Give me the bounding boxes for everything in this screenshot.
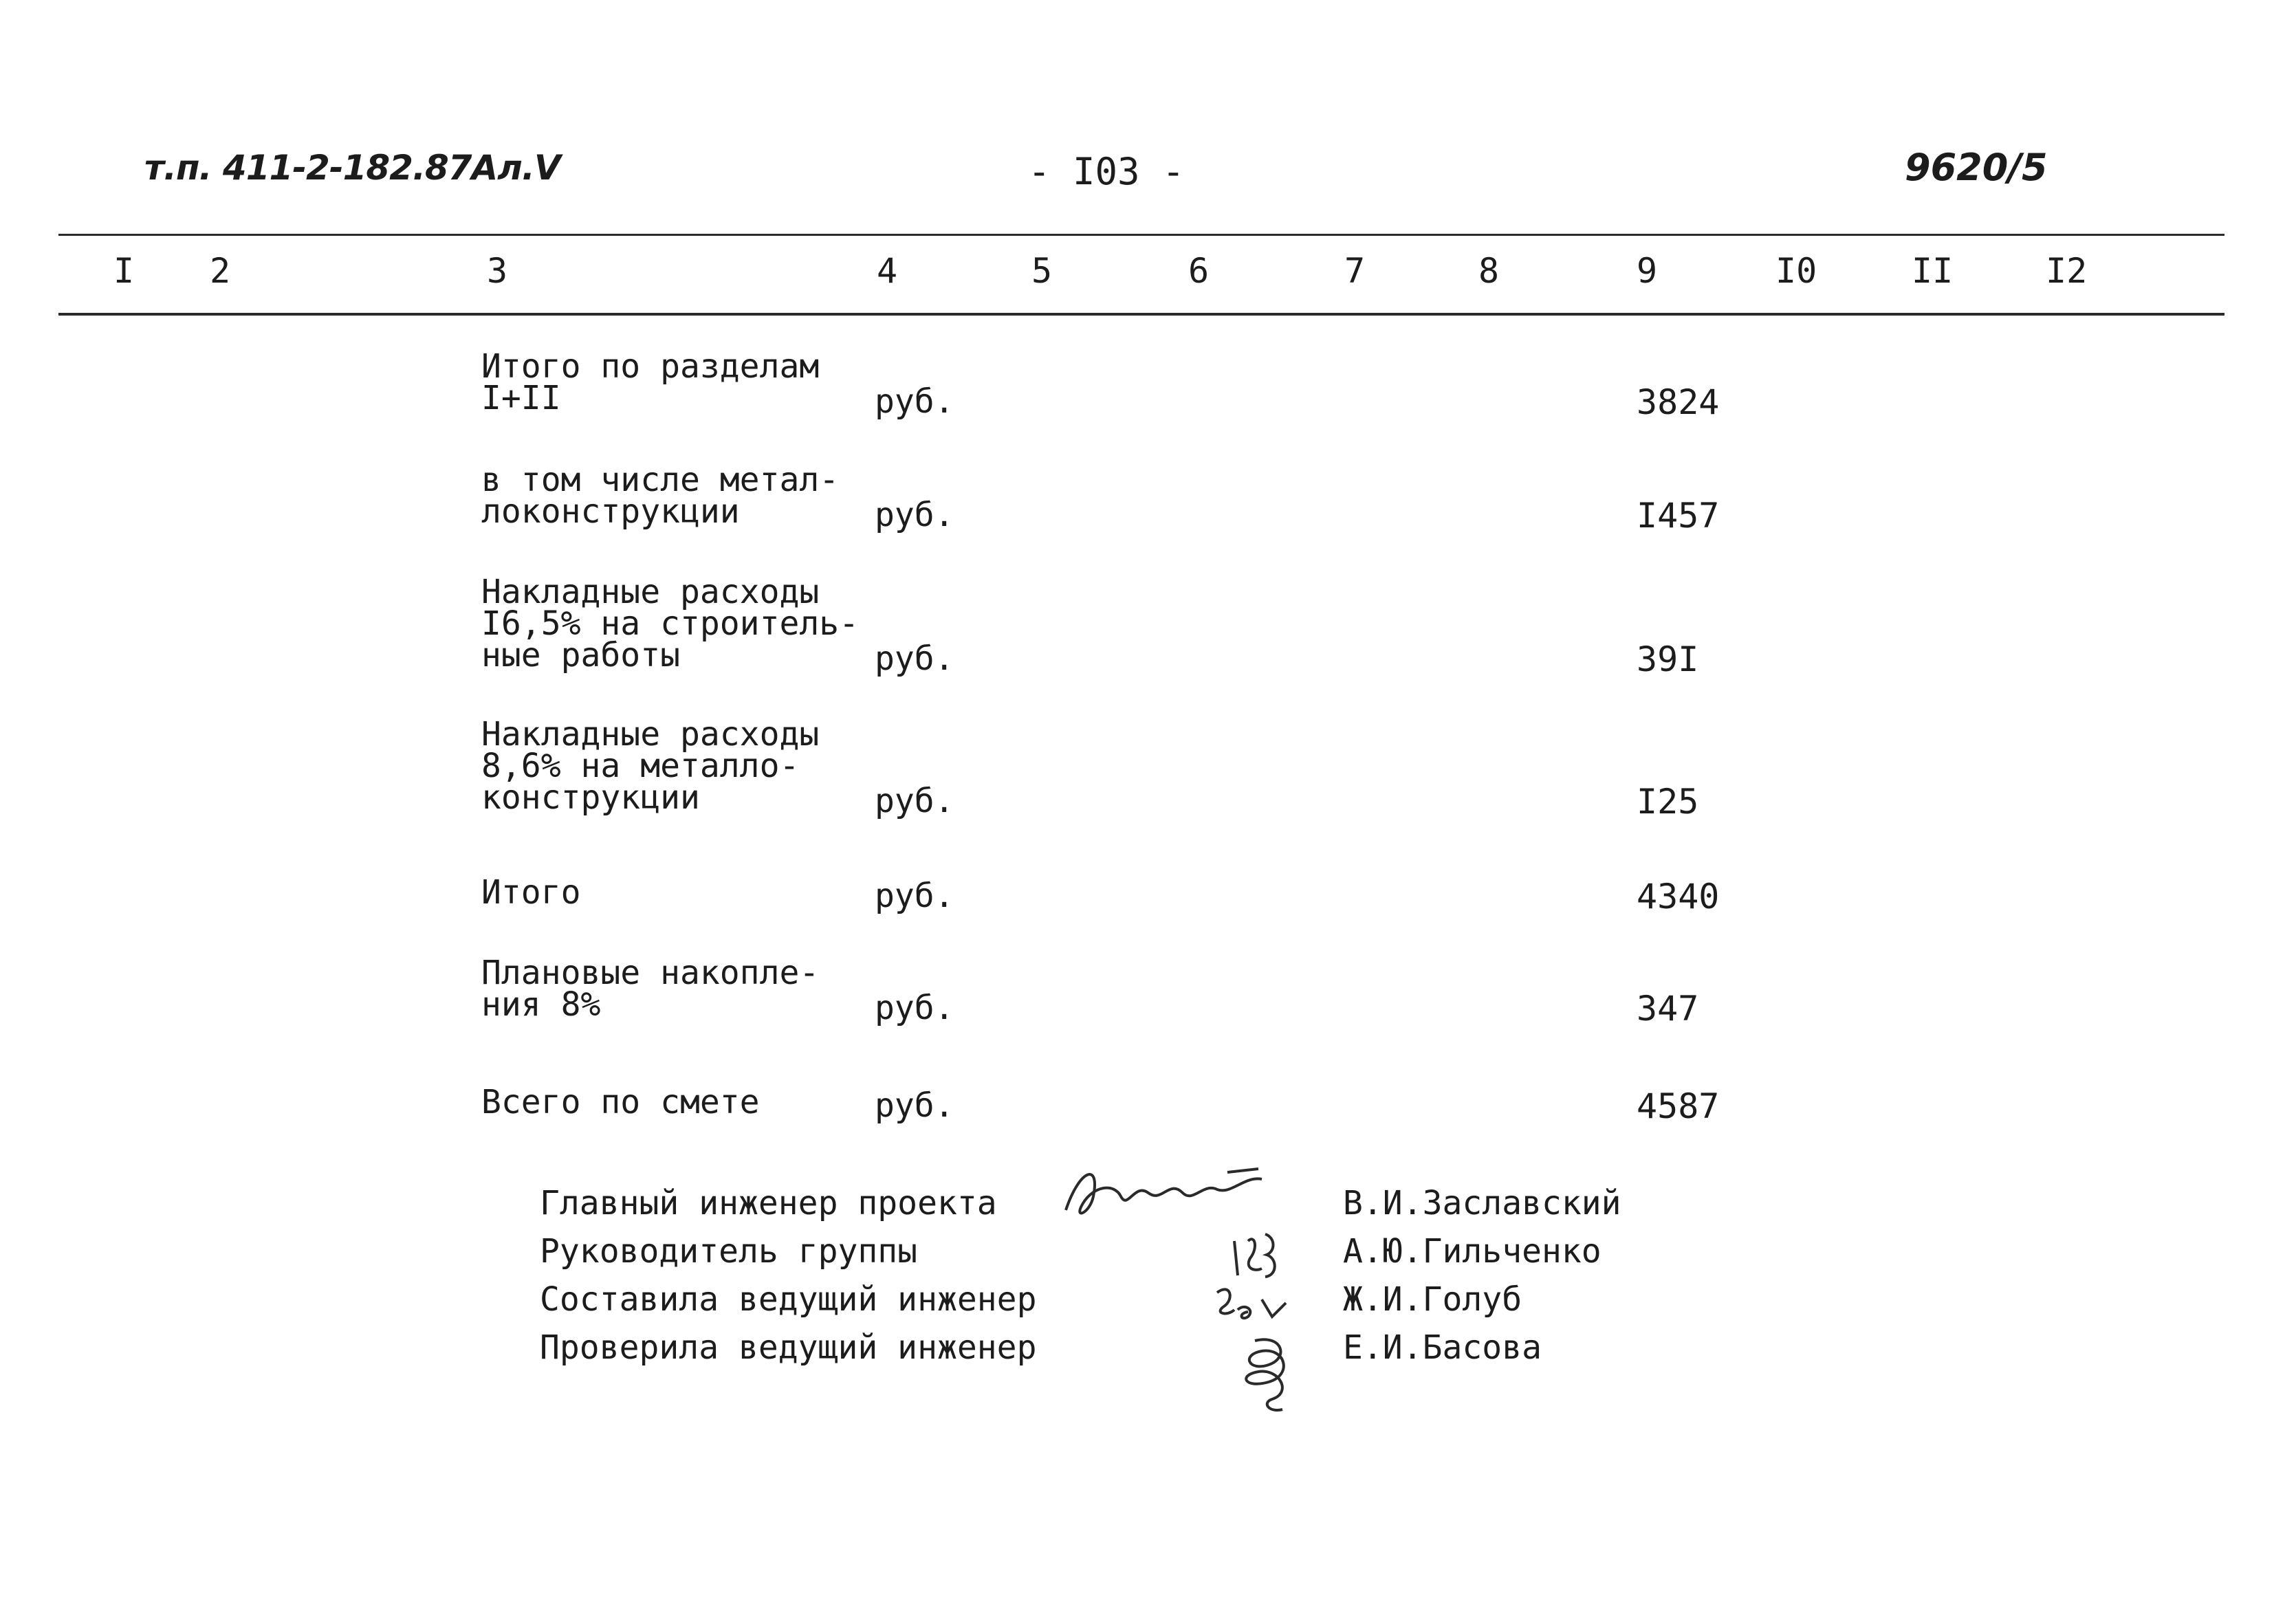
signature-name: А.Ю.Гильченко — [1343, 1232, 1601, 1271]
column-number-7: 7 — [1344, 251, 1366, 291]
handwritten-signature-chief-engineer — [1052, 1155, 1279, 1231]
column-number-12: I2 — [2046, 251, 2088, 291]
table-row-value: I457 — [1637, 496, 1720, 536]
table-row-unit: руб. — [875, 782, 954, 820]
archive-number: 9620/5 — [1905, 146, 2048, 189]
table-row-label: Накладные расходы 8,6% на металло- конструкции — [481, 715, 820, 817]
signature-name: Е.И.Басова — [1343, 1328, 1542, 1367]
header-top-rule — [58, 234, 2224, 236]
table-row-value: 39I — [1637, 639, 1699, 679]
signature-title: Главный инженер проекта — [540, 1184, 997, 1222]
table-row-unit: руб. — [875, 877, 954, 915]
signature-title: Проверила ведущий инженер — [540, 1328, 1037, 1367]
table-row-label: Итого — [481, 873, 581, 912]
handwritten-signature-group-leader — [1224, 1220, 1286, 1286]
signature-name: Ж.И.Голуб — [1343, 1280, 1522, 1319]
document-reference: т.п. 411-2-182.87Ал.V — [144, 148, 560, 188]
table-row-label: Всего по смете — [481, 1083, 760, 1121]
table-row-label: Плановые накопле- ния 8% — [481, 954, 820, 1024]
column-number-11: II — [1912, 251, 1954, 291]
table-row-value: 4340 — [1637, 877, 1720, 917]
table-row-unit: руб. — [875, 639, 954, 678]
table-row-value: 4587 — [1637, 1086, 1720, 1126]
table-row-label: Итого по разделам I+II — [481, 347, 820, 417]
column-number-6: 6 — [1188, 251, 1210, 291]
table-row-unit: руб. — [875, 1086, 954, 1125]
column-number-5: 5 — [1031, 251, 1053, 291]
table-row-unit: руб. — [875, 496, 954, 534]
signature-title: Составила ведущий инженер — [540, 1280, 1037, 1319]
signature-title: Руководитель группы — [540, 1232, 918, 1271]
table-row-value: 347 — [1637, 989, 1699, 1029]
column-number-9: 9 — [1637, 251, 1658, 291]
handwritten-signature-composer — [1207, 1279, 1296, 1330]
column-number-8: 8 — [1478, 251, 1500, 291]
table-row-label: в том числе метал- локонструкции — [481, 461, 840, 531]
table-row-unit: руб. — [875, 382, 954, 421]
table-row-value: 3824 — [1637, 382, 1720, 422]
table-row-label: Накладные расходы I6,5% на строитель- ные работы — [481, 573, 860, 674]
table-row-unit: руб. — [875, 989, 954, 1027]
column-number-2: 2 — [210, 251, 231, 291]
signature-name: В.И.Заславский — [1343, 1184, 1621, 1222]
column-number-1: I — [113, 251, 135, 291]
column-number-4: 4 — [877, 251, 898, 291]
column-number-3: 3 — [487, 251, 508, 291]
header-bottom-rule — [58, 313, 2224, 316]
page-number: - I03 - — [1028, 150, 1185, 193]
handwritten-signature-reviewer — [1227, 1327, 1303, 1420]
column-number-10: I0 — [1775, 251, 1817, 291]
table-row-value: I25 — [1637, 782, 1699, 822]
